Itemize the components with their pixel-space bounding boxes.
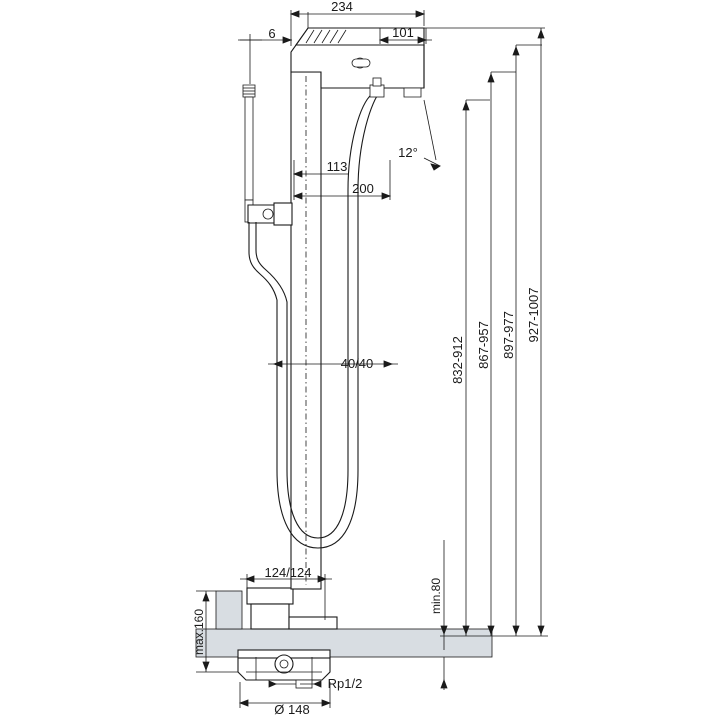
dim-angle: 12° <box>398 145 418 160</box>
wall-block <box>216 591 242 629</box>
dim-diameter: Ø 148 <box>274 702 310 717</box>
dim-thread: Rp1/2 <box>327 676 363 691</box>
dim-top-small: 6 <box>268 26 276 41</box>
dim-min-depth: min.80 <box>429 577 443 615</box>
dimension-labels <box>192 0 541 717</box>
dim-offset-113: 113 <box>326 159 348 174</box>
hand-shower <box>243 85 292 225</box>
dim-pipe-section: 40/40 <box>340 356 374 371</box>
dim-offset-200: 200 <box>352 181 374 196</box>
dim-base-width: 124/124 <box>264 565 312 580</box>
riser-column <box>291 72 321 589</box>
dim-height-832: 832-912 <box>450 336 465 384</box>
dim-top-width: 234 <box>331 0 353 14</box>
dim-height-927: 927-1007 <box>526 287 541 343</box>
dim-height-867: 867-957 <box>476 321 491 369</box>
dim-max-height: max.160 <box>192 608 206 656</box>
dim-spout-length: 101 <box>392 25 414 40</box>
dim-height-897: 897-977 <box>501 311 516 359</box>
